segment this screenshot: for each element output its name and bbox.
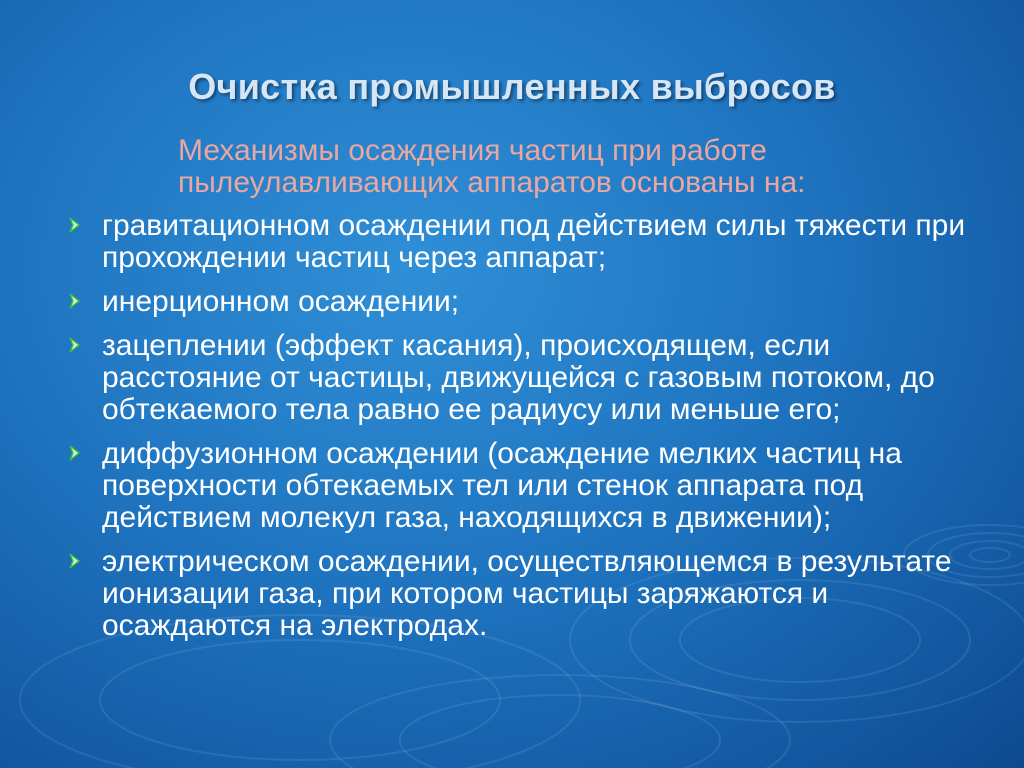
list-item-text: инерционном осаждении; — [102, 285, 460, 318]
list-item — [66, 438, 996, 534]
list-item — [66, 286, 996, 318]
lead-line-1: Механизмы осаждения частиц при работе — [178, 134, 767, 167]
chevron-right-icon — [66, 336, 84, 354]
list-item-text: электрическом осаждении, осуществляющемся в результате ионизации газа, при котором частицы заряжаются и осаждаются на электродах. — [102, 545, 952, 642]
lead-line-2: пылеулавливающих аппаратов основаны на: — [178, 166, 806, 199]
list-item-text: гравитационном осаждении под действием силы тяжести при прохождении частиц через аппарат; — [102, 209, 966, 274]
chevron-right-icon — [66, 216, 84, 234]
chevron-right-icon — [66, 552, 84, 570]
list-item-text: зацеплении (эффект касания), происходящем, если расстояние от частицы, движущейся с газовым потоком, до обтекаемого тела равно ее радиусу или меньше его; — [102, 329, 935, 426]
lead-paragraph — [178, 135, 998, 199]
chevron-right-icon — [66, 292, 84, 310]
chevron-right-icon — [66, 444, 84, 462]
list-item — [66, 546, 996, 642]
list-item — [66, 210, 996, 274]
list-item-text: диффузионном осаждении (осаждение мелких частиц на поверхности обтекаемых тел или стенок аппарата под действием молекул газа, находящихся в движении); — [102, 437, 902, 534]
slide-title: Очистка промышленных выбросов — [188, 66, 836, 107]
bullet-list — [66, 210, 996, 654]
list-item — [66, 330, 996, 426]
